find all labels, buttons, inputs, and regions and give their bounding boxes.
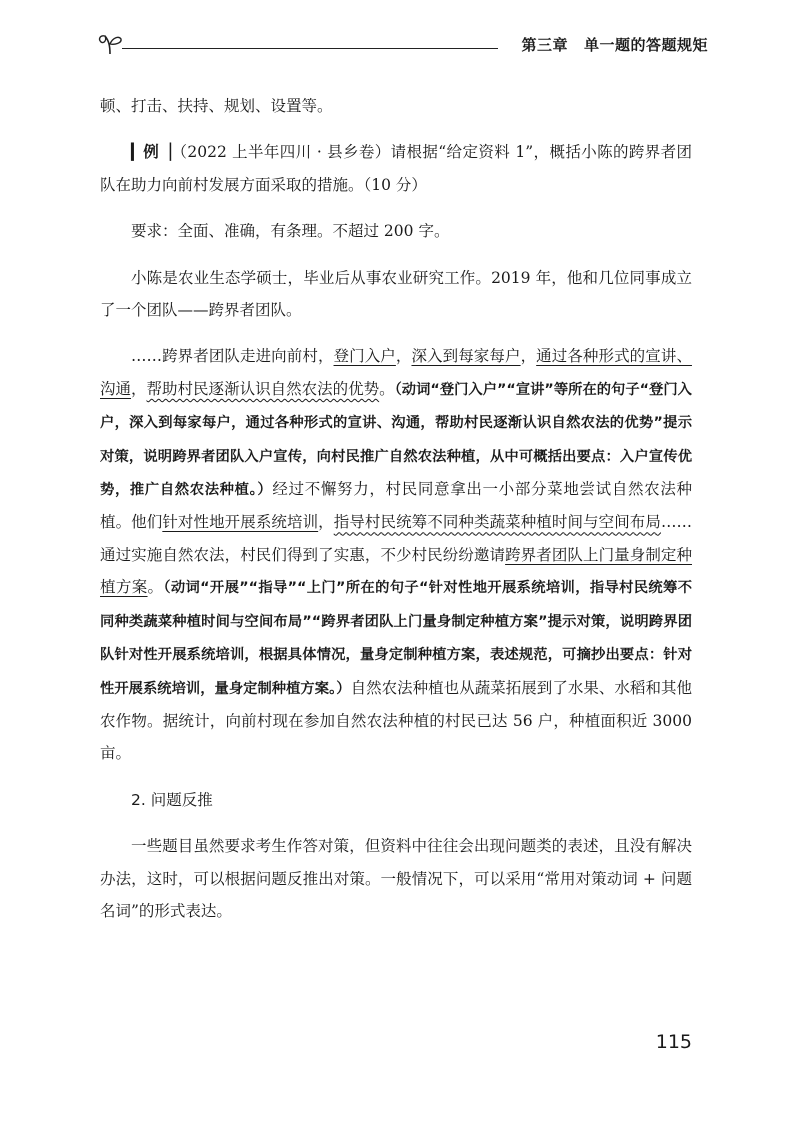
- punctuation: ，: [395, 347, 412, 366]
- punctuation: 。: [379, 379, 395, 398]
- underlined-phrase: 针对性地开展系统培训: [162, 513, 319, 532]
- chapter-number: 第三章: [521, 36, 568, 54]
- underlined-phrase: 通过各种形式的宣讲、沟通: [100, 347, 692, 398]
- punctuation: 。: [147, 578, 164, 597]
- underlined-phrase: 深入到每家每户: [411, 347, 521, 366]
- chapter-name: 单一题的答题规矩: [583, 36, 708, 54]
- analysis-note: （动词“登门入户”“宣讲”等所在的句子“登门入户，深入到每家每户，通过各种形式的宣讲、沟通，帮助村民逐渐认识自然农法的优势”提示对策，说明跨界者团队入户宣传，向村民推广自然农法种植，从中可概括出要点：入户宣传优势，推广自然农法种植。）: [100, 381, 692, 499]
- header-rule: [122, 48, 498, 49]
- example-mark: ▎例▕: [131, 143, 172, 162]
- section-body: 一些题目虽然要求考生作答对策，但资料中往往会出现问题类的表述，且没有解决办法，这时，可以根据问题反推出对策。一般情况下，可以采用“常用对策动词 + 问题名词”的形式表达。: [100, 837, 692, 920]
- material-text: 经过不懈努力，村民同意拿出一小部分菜地尝试自然农法种植。他们: [100, 480, 692, 532]
- underlined-phrase: 跨界者团队上门量身制定种植方案: [100, 545, 692, 597]
- example-text: （2022 上半年四川 · 县乡卷）请根据“给定资料 1”，概括小陈的跨界者团队在助力向前村发展方面采取的措施。（10 分）: [100, 143, 692, 194]
- material-intro: 小陈是农业生态学硕士，毕业后从事农业研究工作。2019 年，他和几位同事成立了一个团队——跨界者团队。: [100, 268, 692, 320]
- wavy-underlined-phrase: 指导村民统筹不同种类蔬菜种植时间与空间布局: [333, 513, 661, 532]
- section-heading: 2. 问题反推: [131, 790, 213, 809]
- underlined-phrase: 登门入户: [333, 347, 396, 366]
- material-text: ……跨界者团队走进向前村，: [131, 347, 334, 366]
- page-body: [100, 90, 692, 927]
- material-text: ……通过实施自然农法，村民们得到了实惠，不少村民纷纷邀请: [100, 513, 692, 564]
- material-paragraph: [100, 340, 692, 769]
- wavy-underlined-phrase: 帮助村民逐渐认识自然农法的优势: [146, 379, 380, 398]
- sprout-icon: [96, 30, 124, 56]
- chapter-title: [521, 34, 708, 55]
- punctuation: ，: [131, 379, 147, 398]
- continued-line: 顿、打击、扶持、规划、设置等。: [100, 97, 333, 115]
- page-number: 115: [655, 1031, 692, 1053]
- analysis-note: （动词“开展”“指导”“上门”所在的句子“针对性地开展系统培训，指导村民统筹不同种类蔬菜种植时间与空间布局”“跨界者团队上门量身制定种植方案”提示对策，说明跨界团队针对性开展系统培训，根据具体情况，量身定制种植方案，表述规范，可摘抄出要点：针对性开展系统培训，量身定制种植方案。）: [100, 580, 692, 697]
- material-text: 自然农法种植也从蔬菜拓展到了水果、水稻和其他农作物。据统计，向前村现在参加自然农法种植的村民已达 56 户，种植面积近 3000 亩。: [100, 678, 692, 763]
- punctuation: ，: [318, 513, 334, 532]
- punctuation: ，: [520, 347, 537, 366]
- requirement: 要求：全面、准确，有条理。不超过 200 字。: [131, 222, 450, 241]
- example-question: [100, 136, 692, 201]
- running-header: [96, 30, 708, 60]
